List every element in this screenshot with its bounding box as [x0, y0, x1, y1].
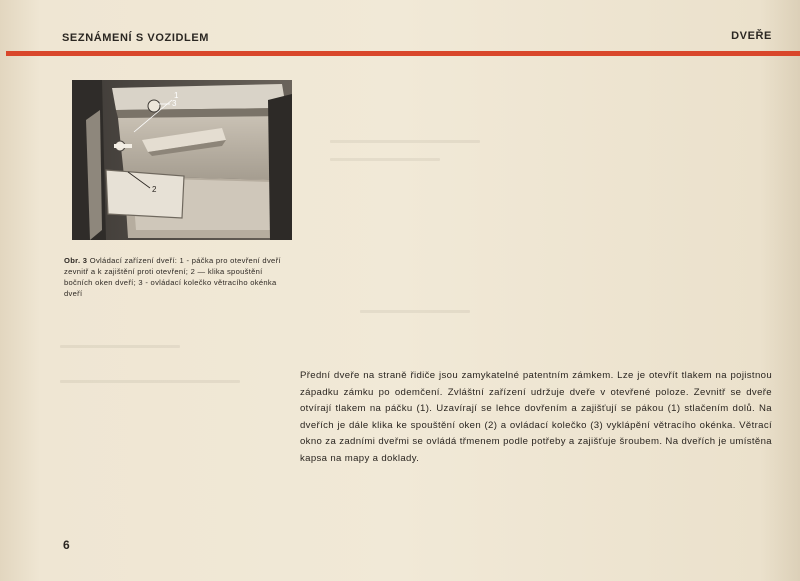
- door-interior-photo: [72, 80, 292, 240]
- bleed-through-line: [330, 158, 440, 161]
- figure-caption: [64, 255, 288, 299]
- caption-label: Obr. 3: [64, 256, 88, 265]
- bleed-through-line: [360, 310, 470, 313]
- body-paragraph: Přední dveře na straně řidiče jsou zamykatelné patentním zámkem. Lze je otevřít tlakem na pojistnou západku zámku po odemčení. Zvláštní zařízení udržuje dveře v otevřené poloze. Zevnitř se dveře otvírají tlakem na páčku (1). Uzavírají se lehce dovřením a zajišťují se pákou (1) stlačením dolů. Na dveřích je dále klika ke spouštění oken (2) a ovládací kolečko (3) vyklápění větracího okénka. Větrací okno za zadními dveřmi se ovládá třmenem podle potřeby a zajišťuje šroubem. Na dveřích je umístěna kapsa na mapy a doklady.: [300, 370, 772, 464]
- bleed-through-line: [60, 345, 180, 348]
- callout-2: 2: [152, 185, 157, 194]
- caption-text: Ovládací zařízení dveří: 1 - páčka pro otevření dveří zevnitř a k zajištění proti otevření; 2 — klika spouštění bočních oken dveří; 3 - ovládací kolečko větracího okénka dveří: [64, 256, 281, 298]
- bleed-through-line: [330, 140, 480, 143]
- callout-3: 3: [172, 99, 177, 108]
- bleed-through-line: [60, 380, 240, 383]
- page-number: 6: [63, 538, 70, 552]
- section-title: SEZNÁMENÍ S VOZIDLEM: [62, 32, 210, 44]
- chapter-title: DVEŘE: [731, 30, 772, 42]
- door-photo-illustration: [72, 80, 292, 240]
- header-rule: [6, 51, 800, 56]
- callout-1: 1: [174, 91, 179, 100]
